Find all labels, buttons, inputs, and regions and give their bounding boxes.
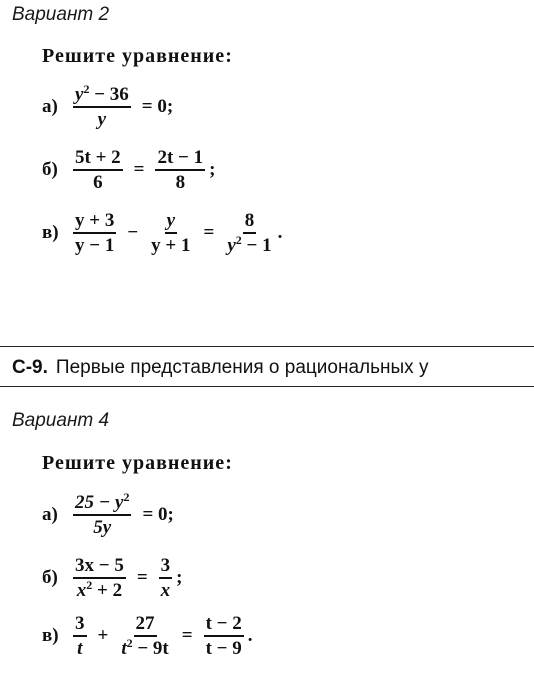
section-rule-bottom — [0, 386, 534, 387]
variant-2-instruction: Решите уравнение: — [42, 45, 233, 67]
fraction-right — [155, 147, 205, 193]
problem-2a — [42, 84, 181, 130]
fraction — [73, 492, 131, 538]
fraction-2 — [119, 613, 170, 659]
denominator: y — [97, 109, 107, 130]
denominator: t − 9 — [205, 638, 242, 659]
denominator: t — [77, 638, 83, 659]
numerator: 8 — [243, 210, 257, 234]
problem-label: б) — [42, 567, 58, 588]
section-code: С-9. — [12, 357, 48, 378]
fraction-3 — [204, 613, 244, 659]
problem-label: а) — [42, 504, 58, 525]
numerator: y — [165, 210, 177, 234]
fraction — [73, 84, 131, 130]
fraction-1 — [73, 613, 87, 659]
denominator: 6 — [93, 172, 103, 193]
denominator: 8 — [175, 172, 186, 193]
rhs: = 0; — [142, 504, 174, 525]
fraction-1 — [73, 210, 116, 256]
denominator: $t^2 - 9t$ — [121, 636, 169, 659]
denominator: x — [160, 580, 171, 601]
section-rule-top — [0, 346, 534, 347]
punctuation: . — [277, 222, 283, 243]
problem-4b — [42, 555, 182, 601]
denominator: y − 1 — [75, 235, 115, 256]
numerator: y + 3 — [73, 210, 116, 234]
problem-label: б) — [42, 159, 58, 180]
problem-2c — [42, 210, 282, 256]
punctuation: . — [247, 625, 253, 646]
fraction-3 — [225, 210, 273, 256]
numerator: 3x − 5 — [73, 555, 126, 579]
numerator: 3 — [159, 555, 173, 579]
section-heading — [12, 357, 428, 379]
problem-2b — [42, 147, 215, 193]
problem-4a — [42, 492, 182, 538]
punctuation: ; — [209, 159, 216, 180]
denominator: $x^2 + 2$ — [76, 578, 123, 601]
variant-4-instruction: Решите уравнение: — [42, 452, 233, 474]
minus-sign: − — [127, 222, 139, 243]
numerator: $y^2 - 36$ — [73, 84, 131, 108]
fraction-right — [159, 555, 173, 601]
fraction-left — [73, 555, 126, 601]
equals-sign: = — [181, 625, 193, 646]
rhs: = 0; — [141, 96, 174, 117]
numerator: $25 - y^2$ — [73, 492, 131, 516]
denominator: y + 1 — [151, 235, 191, 256]
fraction-2 — [149, 210, 192, 256]
problem-label: в) — [42, 222, 59, 243]
fraction-left — [73, 147, 123, 193]
numerator: 27 — [134, 613, 157, 637]
variant-2-title: Вариант 2 — [12, 4, 110, 25]
denominator: $y^2 - 1$ — [227, 233, 272, 256]
variant-4-title: Вариант 4 — [12, 410, 110, 431]
problem-4c — [42, 613, 253, 659]
denominator: 5y — [93, 517, 112, 538]
numerator: 3 — [73, 613, 87, 637]
plus-sign: + — [97, 625, 109, 646]
section-title: Первые представления о рациональных у — [55, 357, 429, 378]
equals-sign: = — [203, 222, 215, 243]
problem-label: в) — [42, 625, 59, 646]
numerator: 2t − 1 — [155, 147, 205, 171]
punctuation: ; — [176, 567, 183, 588]
problem-label: а) — [42, 96, 58, 117]
numerator: t − 2 — [204, 613, 244, 637]
equals-sign: = — [133, 159, 145, 180]
numerator: 5t + 2 — [73, 147, 123, 171]
equals-sign: = — [136, 567, 148, 588]
